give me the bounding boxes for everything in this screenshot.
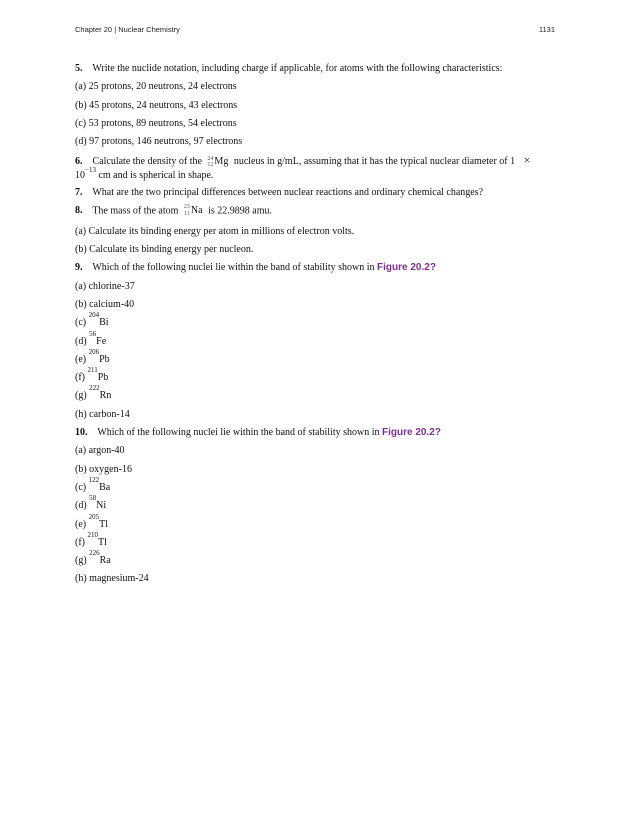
question-number: 6.	[75, 156, 83, 168]
answer-item: (a) chlorine-37	[75, 280, 135, 292]
atomic-number: 12	[207, 162, 214, 169]
mass-number: 24	[207, 155, 214, 162]
question-text: Calculate the density of the	[92, 156, 202, 168]
question-6	[75, 151, 555, 183]
answer-item: (g) $^{222}$Rn	[75, 384, 112, 402]
answer-item: (d) $^{56}$Fe	[75, 329, 107, 347]
question-text: Which of the following nuclei lie within the band of stability shown in	[92, 262, 375, 274]
answer-item: (c) $^{122}$Ba	[75, 475, 111, 493]
question-text: cm and is spherical in shape.	[95, 170, 214, 182]
question-mark: ?	[434, 427, 441, 439]
question-9	[75, 259, 555, 277]
mass-number: 23	[183, 204, 190, 211]
answer-item: (e) $^{205}$Tl	[75, 512, 108, 530]
exercise-list	[75, 60, 555, 589]
answer-item: (b) oxygen-16	[75, 463, 132, 475]
figure-link[interactable]: Figure 20.2	[382, 427, 435, 439]
power-base: 10	[75, 170, 85, 182]
element-symbol: Mg	[214, 156, 229, 168]
answer-item: (d) 97 protons, 146 neutrons, 97 electrons	[75, 136, 243, 148]
question-mark: ?	[429, 262, 436, 274]
question-text: is 22.9898 amu.	[208, 205, 272, 217]
element-symbol: Na	[190, 204, 203, 216]
answer-item: (d) $^{58}$Ni	[75, 494, 107, 512]
question-text: nucleus in g/mL, assuming that it has the typical nuclear diameter of 1	[233, 156, 516, 168]
answer-item: (a) argon-40	[75, 445, 125, 457]
answer-item: (f) $^{210}$Tl	[75, 530, 107, 548]
answer-item: (a) 25 protons, 20 neutrons, 24 electrons	[75, 81, 237, 93]
answer-item: (b) 45 protons, 24 neutrons, 43 electrons	[75, 99, 238, 111]
answer-item: (a) Calculate its binding energy per atom in millions of electron volts.	[75, 225, 355, 237]
times-sign: ×	[523, 153, 531, 168]
answer-item: (g) $^{226}$Ra	[75, 549, 111, 567]
question-8	[75, 203, 555, 219]
atomic-number: 11	[184, 210, 190, 217]
question-5	[75, 60, 555, 78]
question-text: What are the two principal differences between nuclear reactions and ordinary chemical changes?	[92, 187, 484, 199]
question-text: Write the nuclide notation, including charge if applicable, for atoms with the following characteristics:	[92, 63, 503, 74]
figure-link[interactable]: Figure 20.2	[377, 262, 430, 274]
answer-item: (b) calcium-40	[75, 298, 135, 310]
answer-item: (f) $^{211}$Pb	[75, 366, 109, 384]
question-text: The mass of the atom	[92, 205, 179, 217]
page-number: 1131	[538, 25, 555, 34]
answer-item: (h) magnesium-24	[75, 573, 149, 585]
answer-item: (c) $^{204}$Bi	[75, 311, 109, 329]
answer-item: (b) Calculate its binding energy per nucleon.	[75, 244, 254, 256]
answer-item: (c) 53 protons, 89 neutrons, 54 electrons	[75, 117, 237, 129]
nuclide-notation	[184, 203, 203, 219]
question-text: Which of the following nuclei lie within the band of stability shown in	[97, 427, 380, 439]
question-number: 10.	[75, 427, 88, 439]
question-number: 8.	[75, 205, 83, 217]
chapter-title: Chapter 20 | Nuclear Chemistry	[75, 25, 180, 34]
question-number: 9.	[75, 262, 83, 274]
question-7	[75, 184, 555, 202]
question-number: 5.	[75, 63, 83, 74]
exponent: −13	[85, 166, 96, 175]
answer-item: (h) carbon-14	[75, 408, 130, 420]
nuclide-notation	[207, 155, 228, 169]
question-number: 7.	[75, 187, 83, 199]
question-10	[75, 424, 555, 442]
answer-item: (e) $^{206}$Pb	[75, 347, 110, 365]
